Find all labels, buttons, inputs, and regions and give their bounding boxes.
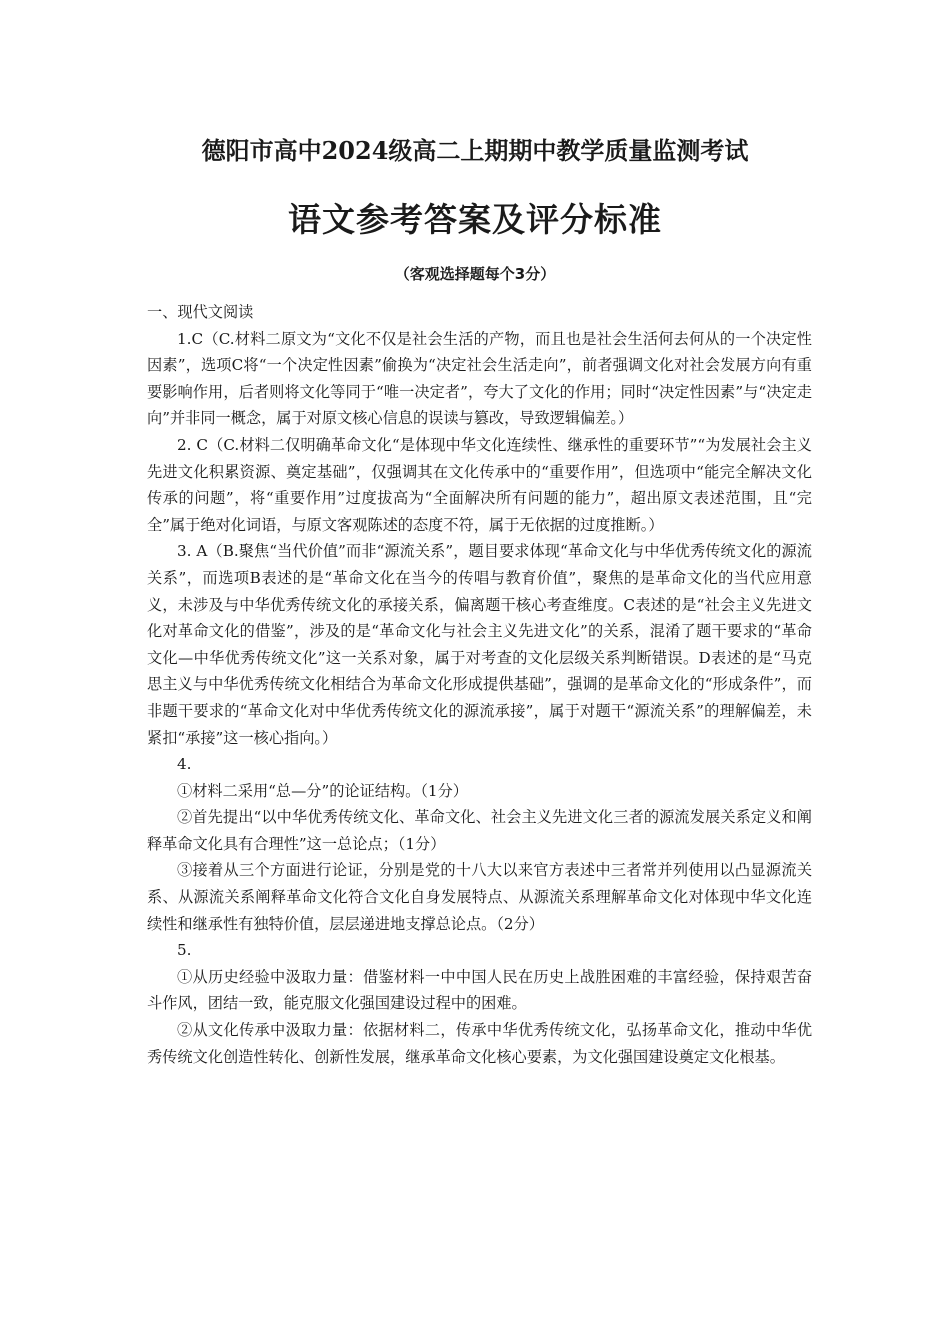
- question-4-label: 4.: [177, 755, 192, 774]
- answer-q5-point-1: ①从历史经验中汲取力量：借鉴材料一中中国人民在历史上战胜困难的丰富经验，保持艰苦奋斗作风，团结一致，能克服文化强国建设过程中的困难。: [147, 967, 812, 1013]
- section-heading: 一、现代文阅读: [147, 303, 254, 321]
- exam-title: 德阳市高中2024级高二上期期中教学质量监测考试: [201, 136, 749, 165]
- answer-q4-point-2: ②首先提出“以中华优秀传统文化、革命文化、社会主义先进文化三者的源流发展关系定义和阐释革命文化具有合理性”这一总论点；（1分）: [147, 808, 812, 853]
- answer-q4-point-3: ③接着从三个方面进行论证，分别是党的十八大以来官方表述中三者常并列使用以凸显源流关系、从源流关系阐释革命文化符合文化自身发展特点、从源流关系理解革命文化对体现中华文化连续性和继承性有独特价值，层层递进地支撑总论点。（2分）: [147, 861, 812, 933]
- answer-q5-point-2: ②从文化传承中汲取力量：依据材料二，传承中华优秀传统文化，弘扬革命文化，推动中华优秀传统文化创造性转化、创新性发展，继承革命文化核心要素，为文化强国建设奠定文化根基。: [147, 1021, 812, 1066]
- answer-q2: 2. C（C.材料二仅明确革命文化“是体现中华文化连续性、继承性的重要环节”“为发展社会主义先进文化积累资源、奠定基础”，仅强调其在文化传承中的“重要作用”，但选项中“能完全解决文化传承的问题”，将“重要作用”过度拔高为“全面解决所有问题的能力”，超出原文表述范围，且“完全”属于绝对化词语，与原文客观陈述的态度不符，属于无依据的过度推断。）: [147, 435, 812, 534]
- document-title: 语文参考答案及评分标准: [288, 200, 662, 239]
- answer-q4-point-1: ①材料二采用“总—分”的论证结构。（1分）: [177, 781, 468, 800]
- answer-q1: 1.C（C.材料二原文为“文化不仅是社会生活的产物，而且也是社会生活何去何从的一个决定性因素”，选项C将“一个决定性因素”偷换为“决定社会生活走向”，前者强调文化对社会发展方向有重要影响作用，后者则将文化等同于“唯一决定者”，夸大了文化的作用；同时“决定性因素”与“决定走向”并非同一概念，属于对原文核心信息的误读与篡改，导致逻辑偏差。）: [147, 329, 812, 428]
- question-5-label: 5.: [177, 941, 192, 960]
- answer-q3: 3. A（B.聚焦“当代价值”而非“源流关系”，题目要求体现“革命文化与中华优秀传统文化的源流关系”，而选项B表述的是“革命文化在当今的传唱与教育价值”，聚焦的是革命文化的当代应用意义，未涉及与中华优秀传统文化的承接关系，偏离题干核心考查维度。C表述的是“社会主义先进文化对革命文化的借鉴”，涉及的是“革命文化与社会主义先进文化”的关系，混淆了题干要求的“革命文化—中华优秀传统文化”这一关系对象，属于对考查的文化层级关系判断错误。D表述的是“马克思主义与中华优秀传统文化相结合为革命文化形成提供基础”，强调的是革命文化的“形成条件”，而非题干要求的“革命文化对中华优秀传统文化的源流承接”，属于对题干“源流关系”的理解偏差，未紧扣“承接”这一核心指向。）: [147, 542, 812, 747]
- answer-body: [147, 299, 812, 1070]
- scoring-note: （客观选择题每个3分）: [394, 265, 556, 283]
